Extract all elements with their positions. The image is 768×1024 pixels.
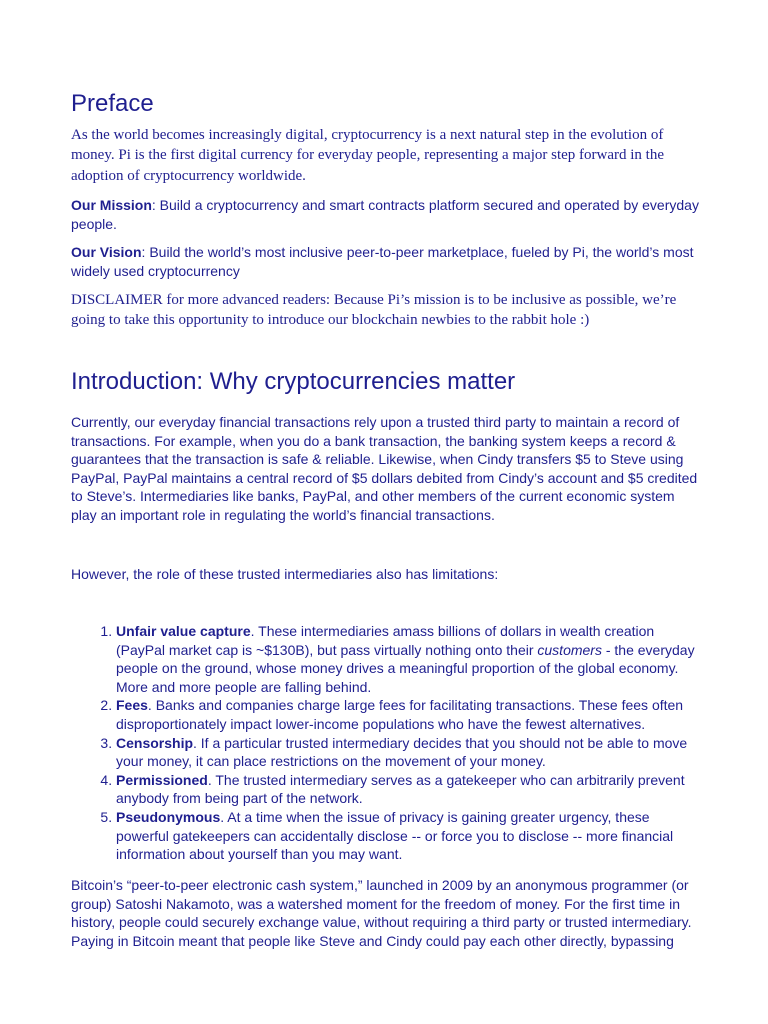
intro-paragraph-1: Currently, our everyday financial transactions rely upon a trusted third party to maintain a record of transactions. For example, when you do a bank transaction, the banking system keeps a record & guarantees that the transaction is safe & reliable. Likewise, when Cindy transfers $5 to Steve using PayPal, PayPal maintains a central record of $5 dollars debited from Cindy’s account and $5 credited to Steve’s. Intermediaries like banks, PayPal, and other members of the current economic system play an important role in regulating the world’s financial transactions.: [71, 414, 698, 523]
limitation-text: . These intermediaries amass billions of dollars in wealth creation (PayPal market cap is ~$130B), but pass virtually nothing onto their: [116, 623, 655, 658]
list-item: [116, 771, 703, 808]
mission-label: Our Mission: [71, 197, 152, 213]
limitation-text: - the everyday people on the ground, whose money drives a meaningful proportion of the global economy. More and more people are falling behind.: [116, 641, 695, 695]
intro-paragraph-3: Bitcoin’s “peer-to-peer electronic cash system,” launched in 2009 by an anonymous programmer (or group) Satoshi Nakamoto, was a watershed moment for the freedom of money. For the first time in history, people could securely exchange value, without requiring a third party or trusted intermediary. Paying in Bitcoin meant that people like Steve and Cindy could pay each other directly, bypassing: [71, 877, 692, 949]
list-item: [116, 696, 703, 733]
preface-heading: Preface: [71, 90, 154, 117]
vision-text: : Build the world’s most inclusive peer-to-peer marketplace, fueled by Pi, the world’s most widely used cryptocurrency: [71, 244, 694, 279]
vision-statement: [71, 243, 703, 280]
disclaimer-paragraph: DISCLAIMER for more advanced readers: Because Pi’s mission is to be inclusive as possible, we’re going to take this opportunity to introduce our blockchain newbies to the rabbit hole :): [71, 292, 677, 329]
limitation-emphasis: customers: [537, 641, 602, 658]
mission-statement: [71, 196, 703, 233]
limitation-text: . The trusted intermediary serves as a gatekeeper who can arbitrarily prevent anybody from being part of the network.: [116, 771, 685, 807]
limitation-label: Unfair value capture: [116, 623, 251, 639]
limitation-label: Fees: [116, 697, 148, 714]
limitation-text: . Banks and companies charge large fees for facilitating transactions. These fees often disproportionately impact lower-income populations who have the fewest alternatives.: [116, 697, 684, 732]
limitation-label: Permissioned: [116, 771, 208, 788]
limitation-text: . If a particular trusted intermediary decides that you should not be able to move your money, it can place restrictions on the movement of your money.: [116, 734, 688, 770]
preface-intro: As the world becomes increasingly digital, cryptocurrency is a next natural step in the evolution of money. Pi is the first digital currency for everyday people, representing a major step forward in the adoption of cryptocurrency worldwide.: [71, 127, 664, 184]
mission-text: : Build a cryptocurrency and smart contracts platform secured and operated by everyday people.: [71, 197, 699, 232]
limitations-list: [71, 622, 703, 864]
limitation-label: Pseudonymous: [116, 808, 221, 825]
vision-label: Our Vision: [71, 244, 142, 260]
introduction-heading: Introduction: Why cryptocurrencies matter: [71, 368, 516, 395]
list-item: [116, 808, 703, 864]
list-item: [116, 622, 703, 696]
intro-paragraph-2: However, the role of these trusted intermediaries also has limitations:: [71, 566, 499, 582]
limitation-text: . At a time when the issue of privacy is gaining greater urgency, these powerful gatekeepers can accidentally disclose -- or force you to disclose -- more financial information about yourself than you may want.: [116, 808, 674, 863]
list-item: [116, 734, 703, 771]
limitation-label: Censorship: [116, 734, 194, 751]
